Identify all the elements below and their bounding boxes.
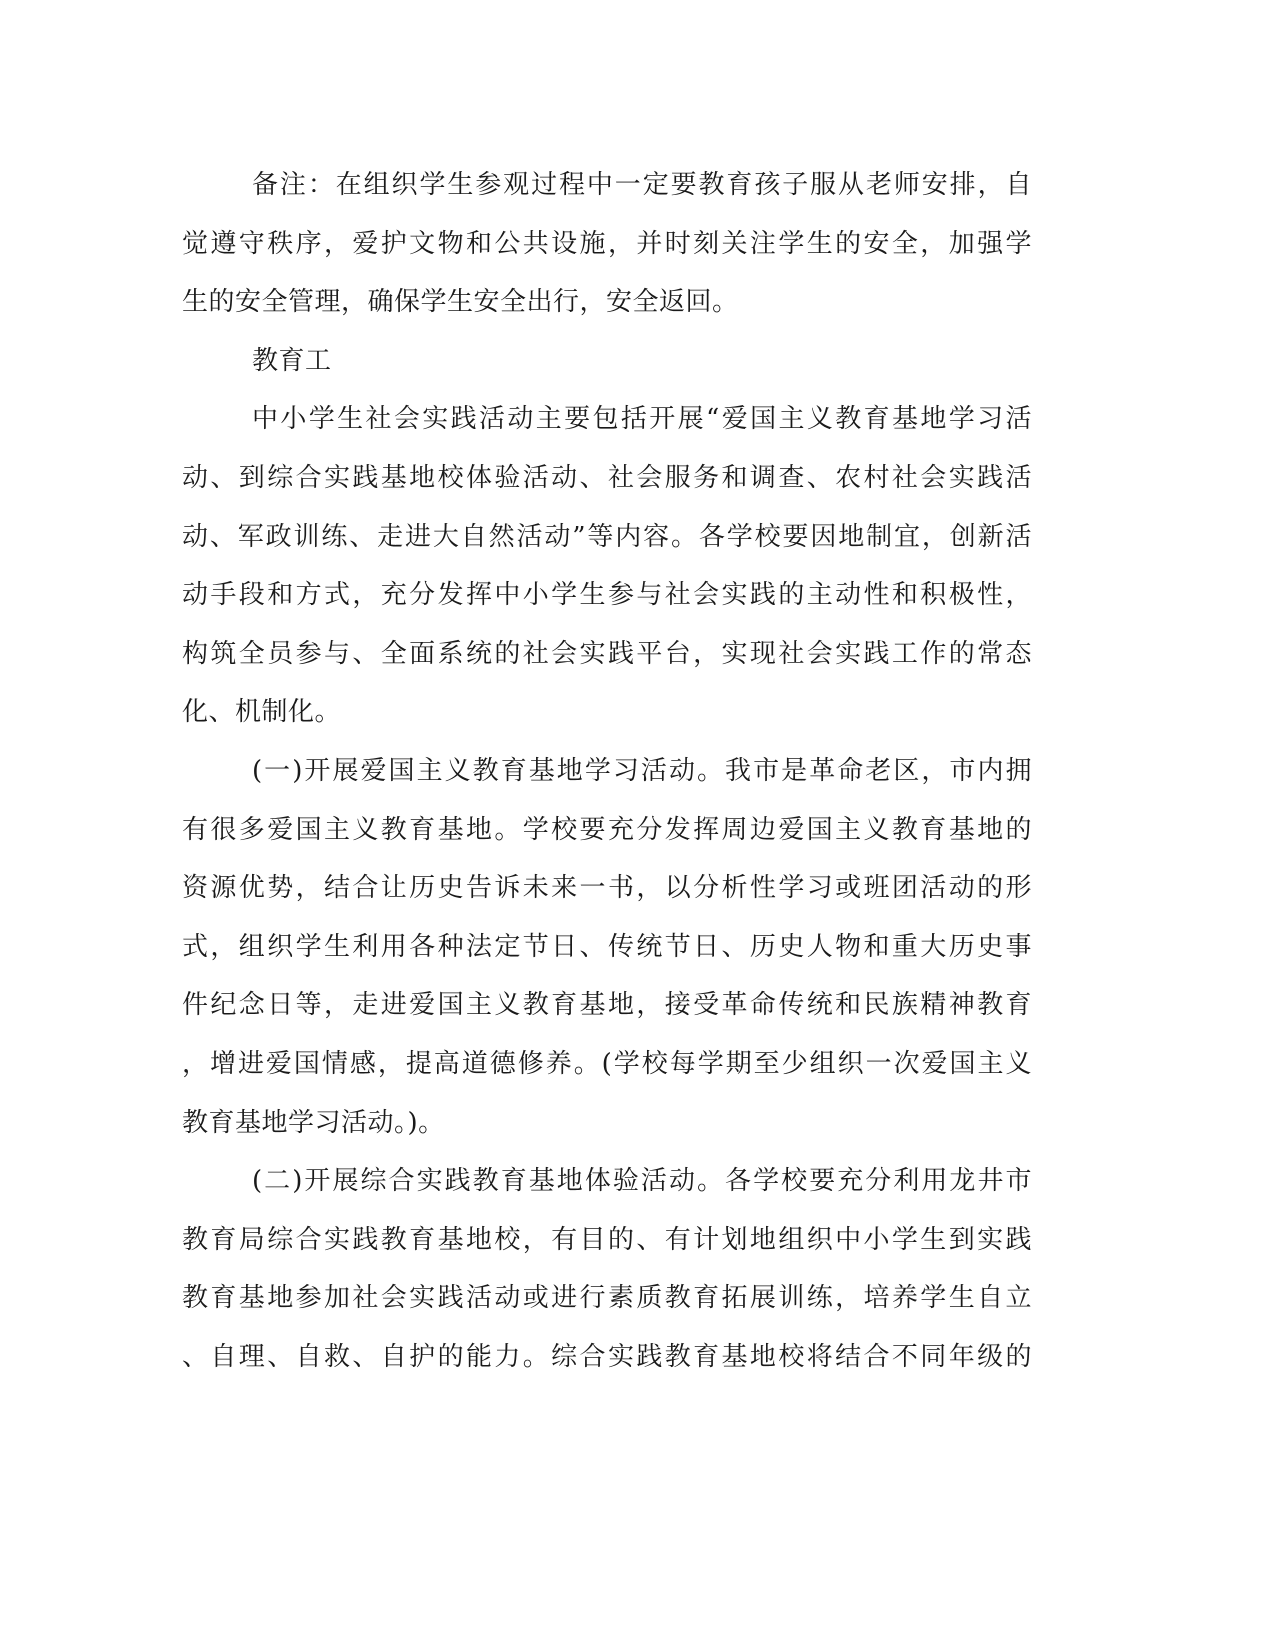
intro-line-6: 化、机制化。 xyxy=(182,697,342,728)
section-heading: 教育工 xyxy=(252,345,332,376)
section2-line-1: (二)开展综合实践教育基地体验活动。各学校要充分利用龙井市 xyxy=(252,1166,1032,1197)
section1-line-4: 式，组织学生利用各种法定节日、传统节日、历史人物和重大历史事 xyxy=(182,931,1032,962)
section1-line-5: 件纪念日等，走进爱国主义教育基地，接受革命传统和民族精神教育 xyxy=(182,990,1032,1021)
section1-line-2: 有很多爱国主义教育基地。学校要充分发挥周边爱国主义教育基地的 xyxy=(182,814,1032,845)
note-line-3: 生的安全管理，确保学生安全出行，安全返回。 xyxy=(182,287,739,318)
intro-line-1: 中小学生社会实践活动主要包括开展“爱国主义教育基地学习活 xyxy=(252,404,1032,435)
document-body xyxy=(182,156,1032,1386)
section1-line-1: (一)开展爱国主义教育基地学习活动。我市是革命老区，市内拥 xyxy=(252,755,1032,786)
section1-line-7: 教育基地学习活动。)。 xyxy=(182,1107,445,1138)
section2-line-2: 教育局综合实践教育基地校，有目的、有计划地组织中小学生到实践 xyxy=(182,1224,1032,1255)
intro-line-4: 动手段和方式，充分发挥中小学生参与社会实践的主动性和积极性， xyxy=(182,580,1032,611)
intro-line-2: 动、到综合实践基地校体验活动、社会服务和调查、农村社会实践活 xyxy=(182,462,1032,493)
note-line-2: 觉遵守秩序，爱护文物和公共设施，并时刻关注学生的安全，加强学 xyxy=(182,228,1032,259)
note-line-1: 备注：在组织学生参观过程中一定要教育孩子服从老师安排，自 xyxy=(252,170,1032,200)
section2-line-4: 、自理、自救、自护的能力。综合实践教育基地校将结合不同年级的 xyxy=(182,1341,1032,1372)
section2-line-3: 教育基地参加社会实践活动或进行素质教育拓展训练，培养学生自立 xyxy=(182,1283,1032,1314)
section1-line-6: ，增进爱国情感，提高道德修养。(学校每学期至少组织一次爱国主义 xyxy=(182,1048,1032,1079)
intro-line-3: 动、军政训练、走进大自然活动”等内容。各学校要因地制宜，创新活 xyxy=(182,521,1032,552)
intro-line-5: 构筑全员参与、全面系统的社会实践平台，实现社会实践工作的常态 xyxy=(182,638,1032,669)
section1-line-3: 资源优势，结合让历史告诉未来一书，以分析性学习或班团活动的形 xyxy=(182,873,1032,904)
